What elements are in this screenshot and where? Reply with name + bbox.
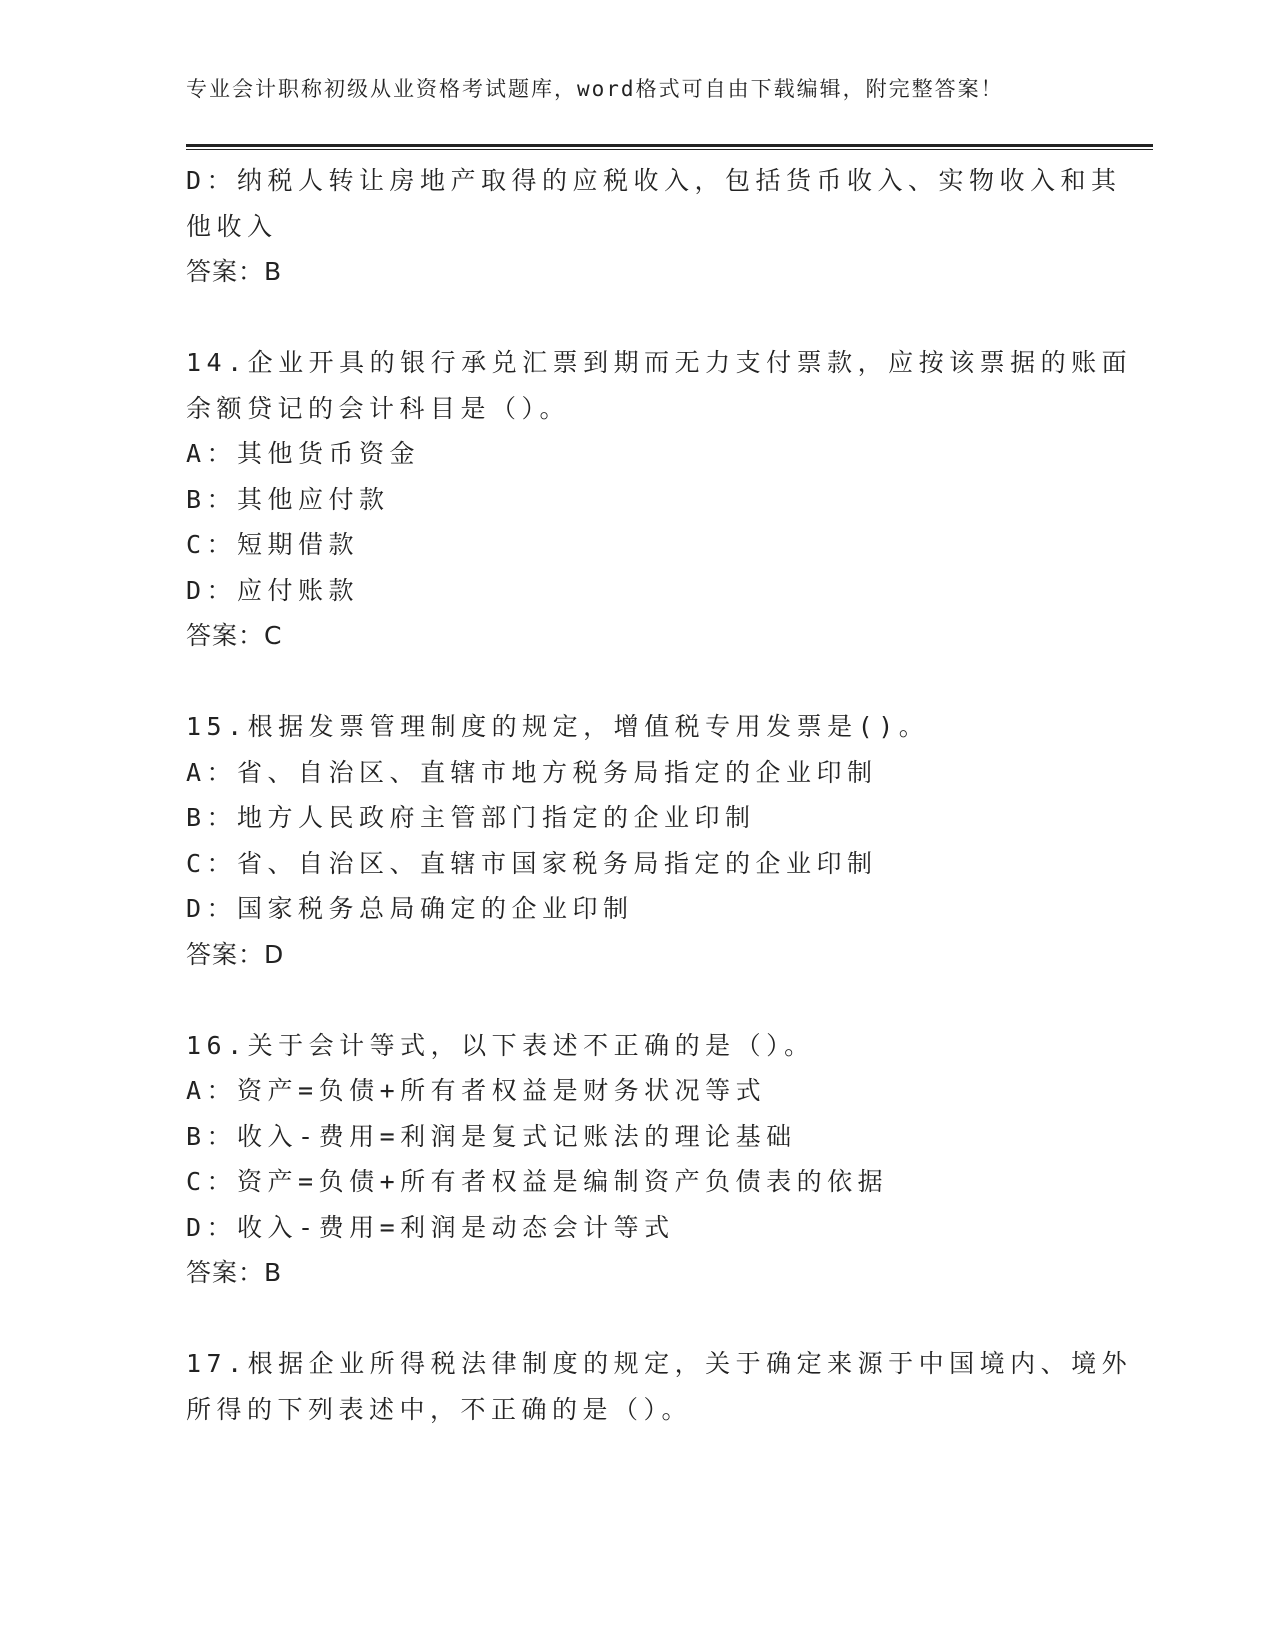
option-a: A：资产=负债+所有者权益是财务状况等式 bbox=[186, 1076, 767, 1105]
answer-label: 答案：B bbox=[186, 1258, 283, 1287]
option-b: B：其他应付款 bbox=[186, 484, 390, 514]
option-d: D：国家税务总局确定的企业印制 bbox=[186, 894, 634, 923]
answer-label: 答案：B bbox=[186, 257, 283, 286]
option-b: B：地方人民政府主管部门指定的企业印制 bbox=[186, 803, 756, 832]
question-15 bbox=[186, 704, 1086, 977]
spacer bbox=[186, 1296, 1086, 1342]
option-d: D：纳税人转让房地产取得的应税收入，包括货币收入、实物收入和其 bbox=[186, 166, 1122, 195]
continued-question-13 bbox=[186, 158, 1122, 295]
question-list bbox=[186, 158, 1133, 1432]
header-divider-thick bbox=[186, 144, 1153, 147]
spacer bbox=[186, 659, 1086, 705]
question-stem: 15.根据发票管理制度的规定，增值税专用发票是()。 bbox=[186, 712, 930, 741]
page-header: 专业会计职称初级从业资格考试题库，word格式可自由下载编辑，附完整答案！ bbox=[186, 77, 1004, 101]
header-divider-thin bbox=[186, 149, 1153, 150]
question-stem-continued: 所得的下列表述中，不正确的是（）。 bbox=[186, 1394, 693, 1424]
option-a: A：省、自治区、直辖市地方税务局指定的企业印制 bbox=[186, 757, 878, 787]
option-b: B：收入-费用=利润是复式记账法的理论基础 bbox=[186, 1121, 797, 1151]
question-17 bbox=[186, 1341, 1133, 1432]
question-14 bbox=[186, 340, 1133, 659]
answer-label: 答案：D bbox=[186, 939, 285, 969]
option-d: D：收入-费用=利润是动态会计等式 bbox=[186, 1212, 675, 1242]
option-c: C：省、自治区、直辖市国家税务局指定的企业印制 bbox=[186, 848, 878, 878]
answer-label: 答案：C bbox=[186, 621, 283, 650]
option-d-continued: 他收入 bbox=[186, 211, 278, 241]
spacer bbox=[186, 977, 1086, 1023]
option-d: D：应付账款 bbox=[186, 575, 360, 605]
option-c: C：资产=负债+所有者权益是编制资产负债表的依据 bbox=[186, 1167, 889, 1196]
option-c: C：短期借款 bbox=[186, 530, 360, 559]
question-stem: 16.关于会计等式，以下表述不正确的是（）。 bbox=[186, 1030, 815, 1060]
question-stem: 17.根据企业所得税法律制度的规定，关于确定来源于中国境内、境外 bbox=[186, 1349, 1133, 1378]
question-16 bbox=[186, 1023, 1086, 1296]
spacer bbox=[186, 295, 1086, 341]
question-stem: 14.企业开具的银行承兑汇票到期而无力支付票款，应按该票据的账面 bbox=[186, 348, 1133, 377]
option-a: A：其他货币资金 bbox=[186, 439, 421, 468]
question-stem-continued: 余额贷记的会计科目是（）。 bbox=[186, 393, 571, 423]
